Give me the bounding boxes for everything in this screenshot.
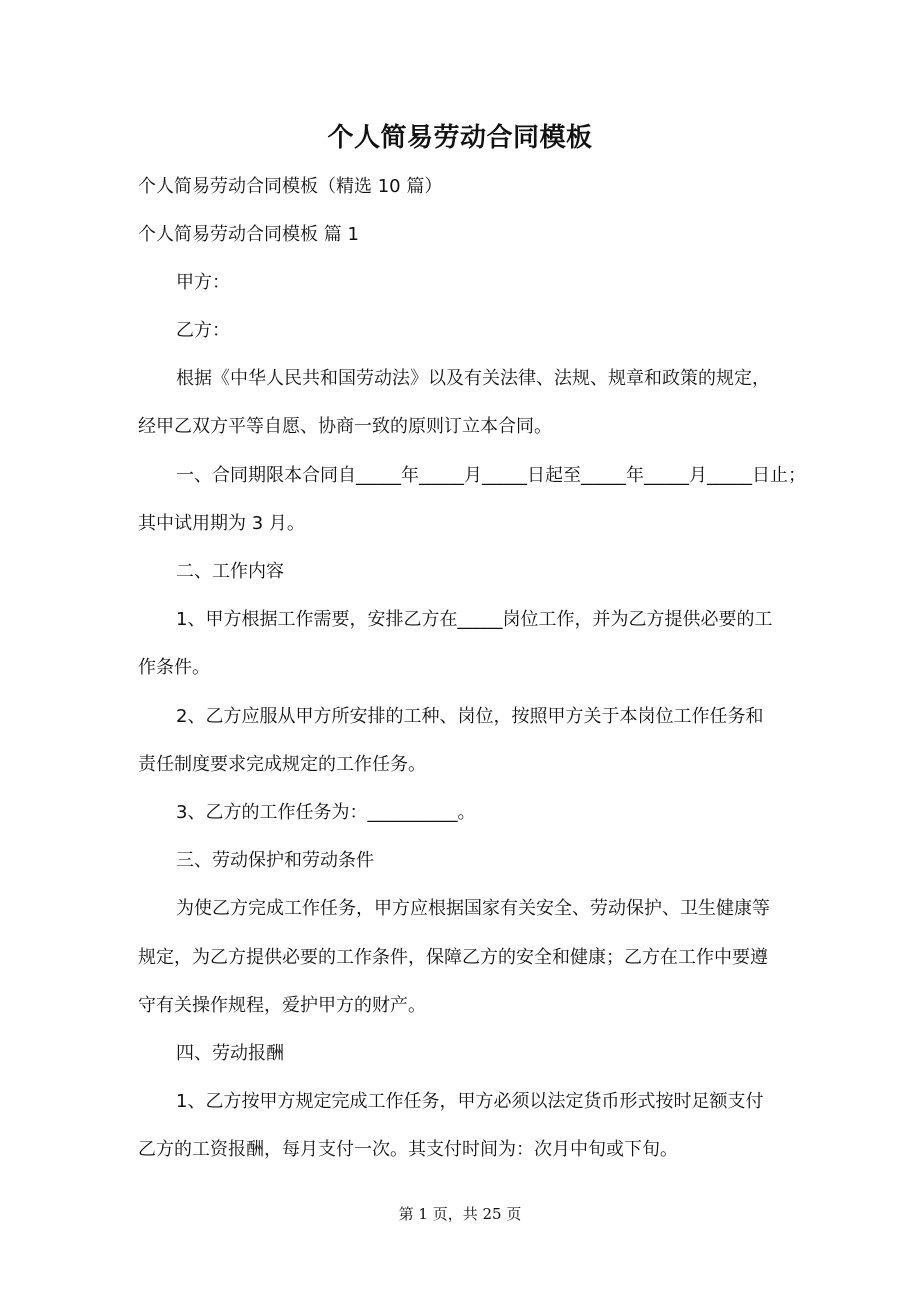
clause-2-item-2-line-1: 2、乙方应服从甲方所安排的工种、岗位，按照甲方关于本岗位工作任务和 bbox=[176, 706, 764, 727]
clause-3-heading: 三、劳动保护和劳动条件 bbox=[176, 850, 374, 871]
clause-2-item-3: 3、乙方的工作任务为：__________。 bbox=[176, 802, 476, 823]
party-b-line: 乙方： bbox=[176, 320, 230, 341]
clause-3-line-3: 守有关操作规程，爱护甲方的财产。 bbox=[138, 995, 426, 1016]
clause-3-line-1: 为使乙方完成工作任务，甲方应根据国家有关安全、劳动保护、卫生健康等 bbox=[176, 898, 770, 919]
section-heading: 个人简易劳动合同模板 篇 1 bbox=[138, 224, 359, 245]
page-indicator: 第 1 页，共 25 页 bbox=[398, 1205, 522, 1223]
clause-3-line-2: 规定，为乙方提供必要的工作条件，保障乙方的安全和健康；乙方在工作中要遵 bbox=[138, 947, 768, 968]
clause-4-item-1-line-1: 1、乙方按甲方规定完成工作任务，甲方必须以法定货币形式按时足额支付 bbox=[176, 1091, 764, 1112]
clause-4-heading: 四、劳动报酬 bbox=[176, 1043, 284, 1064]
clause-2-heading: 二、工作内容 bbox=[176, 561, 284, 582]
document-subtitle: 个人简易劳动合同模板（精选 10 篇） bbox=[138, 176, 443, 197]
party-a-line: 甲方： bbox=[176, 272, 230, 293]
basis-paragraph-line-2: 经甲乙双方平等自愿、协商一致的原则订立本合同。 bbox=[138, 416, 552, 437]
clause-1-line-1: 一、合同期限本合同自_____年_____月_____日起至_____年_____月_____日止； bbox=[176, 465, 806, 486]
clause-1-line-2: 其中试用期为 3 月。 bbox=[138, 513, 305, 534]
clause-2-item-1-line-2: 作条件。 bbox=[138, 657, 210, 678]
clause-2-item-2-line-2: 责任制度要求完成规定的工作任务。 bbox=[138, 754, 426, 775]
basis-paragraph-line-1: 根据《中华人民共和国劳动法》以及有关法律、法规、规章和政策的规定， bbox=[176, 368, 770, 389]
clause-2-item-1-line-1: 1、甲方根据工作需要，安排乙方在_____岗位工作，并为乙方提供必要的工 bbox=[176, 609, 773, 630]
document-title: 个人简易劳动合同模板 bbox=[327, 123, 593, 153]
clause-4-item-1-line-2: 乙方的工资报酬，每月支付一次。其支付时间为：次月中旬或下旬。 bbox=[138, 1139, 678, 1160]
